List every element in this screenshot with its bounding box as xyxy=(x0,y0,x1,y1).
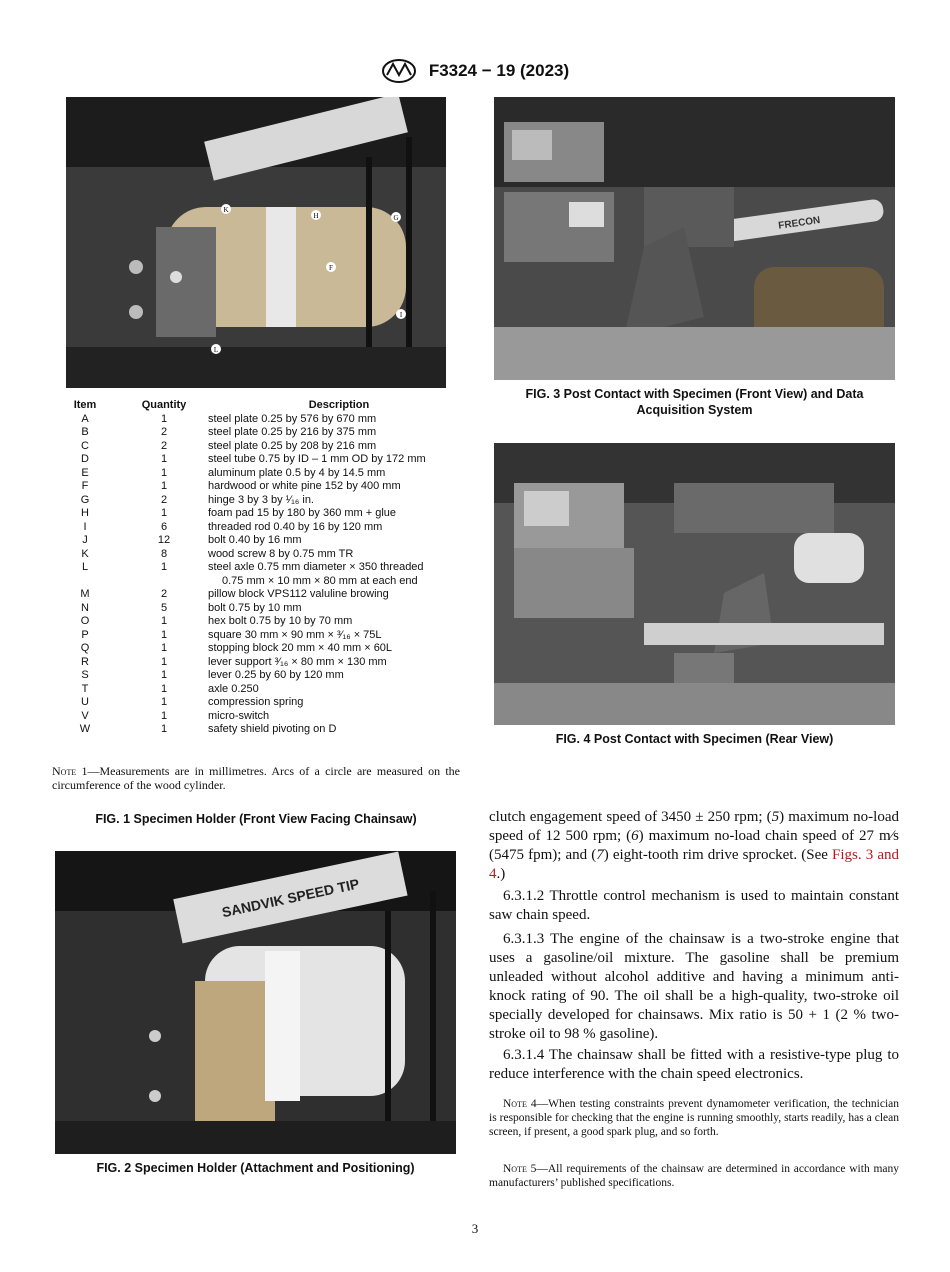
description-cell: lever support ³⁄₁₆ × 80 mm × 130 mm xyxy=(208,655,387,668)
item-cell: N xyxy=(81,601,89,614)
item-cell: R xyxy=(81,655,89,668)
quantity-cell: 5 xyxy=(160,601,168,614)
quantity-cell: 1 xyxy=(160,615,168,627)
item-cell: U xyxy=(81,696,89,708)
item-cell: H xyxy=(81,507,89,519)
fig2-photo xyxy=(55,851,456,1154)
table-row xyxy=(50,426,470,440)
description-cell: safety shield pivoting on D xyxy=(208,723,337,735)
fig2-caption: FIG. 2 Specimen Holder (Attachment and Positioning) xyxy=(96,1161,415,1175)
note4-text: —When testing constraints prevent dynamometer verification, the technician is responsible for checking that the engine is running smoothly, starts readily, has a clean screen, if present, a good spark plug, and so forth. xyxy=(489,1098,900,1138)
description-cell: steel tube 0.75 by ID – 1 mm OD by 172 mm xyxy=(208,453,426,465)
table-row xyxy=(50,521,470,535)
fig4-caption: FIG. 4 Post Contact with Specimen (Rear View) xyxy=(555,732,834,746)
table-header-row xyxy=(50,399,470,413)
quantity-cell: 1 xyxy=(160,709,168,722)
description-cell: hinge 3 by 3 by ¹⁄₁₆ in. xyxy=(208,493,314,506)
page-header xyxy=(0,58,950,84)
table-row xyxy=(50,642,470,656)
item-cell: W xyxy=(79,723,91,735)
quantity-cell: 1 xyxy=(160,628,168,641)
description-cell: micro-switch xyxy=(208,709,270,722)
description-cell: foam pad 15 by 180 by 360 mm + glue xyxy=(208,507,397,519)
item-cell: E xyxy=(81,466,89,479)
item-cell: A xyxy=(81,412,89,425)
p1-part-d: ) eight-tooth rim drive sprocket. (See xyxy=(603,847,833,863)
table-row xyxy=(50,656,470,670)
paragraph-6-3-1-3: 6.3.1.3 The engine of the chainsaw is a two-stroke engine that uses a gasoline/oil mixture. The gasoline shall be premium unleaded without alcohol additive and having a minimum anti-knock rating of 90. The oil shall be a high-quality, two-stroke oil specially developed for chainsaws. Mix ratio is 50 + 1 (2 % two-stroke oil to 98 % gasoline). xyxy=(489,931,899,1042)
p1-num-6: 6 xyxy=(631,828,639,844)
quantity-cell: 8 xyxy=(160,547,168,560)
description-cell: threaded rod 0.40 by 16 by 120 mm xyxy=(208,520,383,533)
fig2-illustration xyxy=(55,851,456,1154)
quantity-cell: 1 xyxy=(160,642,168,654)
page-number: 3 xyxy=(471,1221,479,1236)
table-row xyxy=(50,548,470,562)
quantity-cell: 2 xyxy=(160,588,168,600)
fig1-label-k: K xyxy=(223,206,229,214)
quantity-cell: 2 xyxy=(160,439,168,452)
table-row xyxy=(50,588,470,602)
quantity-cell: 1 xyxy=(160,669,168,681)
p1-part-e: .) xyxy=(496,866,506,882)
table-row xyxy=(50,615,470,629)
description-cell: hardwood or white pine 152 by 400 mm xyxy=(208,480,401,492)
item-cell: L xyxy=(81,561,89,573)
table-row xyxy=(50,575,470,589)
item-cell: G xyxy=(80,493,90,506)
description-cell: wood screw 8 by 0.75 mm TR xyxy=(208,547,354,560)
fig3-caption-line2: Acquisition System xyxy=(636,403,753,417)
table-row xyxy=(50,696,470,710)
fig1-illustration xyxy=(66,97,446,388)
description-cell: steel axle 0.75 mm diameter × 350 threaded xyxy=(208,561,424,573)
fig1-label-f: F xyxy=(329,264,333,272)
paragraph-6-3-1-4: 6.3.1.4 The chainsaw shall be fitted with a resistive-type plug to reduce interference with the chain speed electronics. xyxy=(489,1047,899,1082)
quantity-cell: 6 xyxy=(160,520,168,533)
paragraph-6-3-1-2: 6.3.1.2 Throttle control mechanism is used to maintain constant saw chain speed. xyxy=(489,888,899,923)
item-cell: P xyxy=(81,628,89,641)
description-cell: steel plate 0.25 by 208 by 216 mm xyxy=(208,439,377,452)
quantity-cell: 12 xyxy=(157,534,171,546)
item-cell: B xyxy=(81,426,89,438)
item-cell: O xyxy=(80,615,90,627)
fig3-illustration xyxy=(494,97,895,380)
quantity-cell: 1 xyxy=(160,696,168,708)
table-row xyxy=(50,453,470,467)
table-row xyxy=(50,602,470,616)
fig3-bar-label: FRECON xyxy=(777,214,822,232)
fig1-photo xyxy=(66,97,446,388)
item-cell xyxy=(50,575,120,589)
description-cell: square 30 mm × 90 mm × ³⁄₁₆ × 75L xyxy=(208,628,382,641)
description-cell: 0.75 mm × 10 mm × 80 mm at each end xyxy=(222,574,418,587)
p1-part-b: ) maximum no-load speed of 12 500 rpm; ( xyxy=(489,809,899,844)
fig1-items-table xyxy=(50,399,470,737)
quantity-cell: 1 xyxy=(160,466,168,479)
note5-label: Note 5 xyxy=(503,1163,537,1175)
quantity-cell: 1 xyxy=(160,507,168,519)
description-cell: aluminum plate 0.5 by 4 by 14.5 mm xyxy=(208,466,386,479)
fig3-photo xyxy=(494,97,895,380)
note-4 xyxy=(489,1097,899,1139)
fig3-caption-line1: FIG. 3 Post Contact with Specimen (Front View) and Data xyxy=(525,387,864,401)
fig1-label-l: L xyxy=(213,346,219,354)
item-cell: F xyxy=(81,480,89,492)
description-cell: hex bolt 0.75 by 10 by 70 mm xyxy=(208,615,353,627)
fig1-caption: FIG. 1 Specimen Holder (Front View Facing Chainsaw) xyxy=(95,812,417,826)
table-row xyxy=(50,440,470,454)
header-item: Item xyxy=(73,399,97,411)
fig3-caption xyxy=(494,386,895,418)
description-cell: lever 0.25 by 60 by 120 mm xyxy=(208,669,344,681)
item-cell: C xyxy=(81,439,89,452)
p1-part-c: ) maximum no-load chain speed of 27 m⁄s (5475 fpm); and ( xyxy=(489,828,899,863)
item-cell: V xyxy=(81,709,89,722)
table-row xyxy=(50,494,470,508)
note-5 xyxy=(489,1162,899,1190)
table-row xyxy=(50,507,470,521)
quantity-cell xyxy=(120,575,208,589)
p1-num-7: 7 xyxy=(596,847,604,863)
table-row xyxy=(50,561,470,575)
table-row xyxy=(50,467,470,481)
description-cell: compression spring xyxy=(208,696,304,708)
description-cell: stopping block 20 mm × 40 mm × 60L xyxy=(208,642,393,654)
quantity-cell: 1 xyxy=(160,561,168,573)
table-row xyxy=(50,480,470,494)
item-cell: K xyxy=(81,547,89,560)
fig1-label-h: H xyxy=(313,212,319,220)
note1-label: Note 1 xyxy=(52,764,88,778)
quantity-cell: 2 xyxy=(160,426,168,438)
header-quantity: Quantity xyxy=(141,399,187,411)
item-cell: T xyxy=(81,682,89,695)
item-cell: S xyxy=(81,669,89,681)
quantity-cell: 1 xyxy=(160,480,168,492)
figs-3-4-link[interactable]: Figs. 3 and 4 xyxy=(489,847,899,882)
quantity-cell: 1 xyxy=(160,453,168,465)
paragraph-1 xyxy=(489,808,899,884)
fig1-note xyxy=(52,764,460,792)
astm-logo-icon xyxy=(381,58,417,84)
fig1-label-i: I xyxy=(399,311,403,319)
fig1-label-g: G xyxy=(393,214,399,222)
note1-text: —Measurements are in millimetres. Arcs of a circle are measured on the circumference of the wood cylinder. xyxy=(52,764,460,792)
fig4-illustration xyxy=(494,443,895,725)
description-cell: steel plate 0.25 by 576 by 670 mm xyxy=(208,412,377,425)
table-row xyxy=(50,534,470,548)
p1-part-a: clutch engagement speed of 3450 ± 250 rpm; ( xyxy=(489,809,772,825)
quantity-cell: 2 xyxy=(160,493,168,506)
table-row xyxy=(50,413,470,427)
item-cell: I xyxy=(83,520,87,533)
description-cell: bolt 0.40 by 16 mm xyxy=(208,534,302,546)
table-row xyxy=(50,669,470,683)
note4-label: Note 4 xyxy=(503,1098,537,1110)
description-cell: bolt 0.75 by 10 mm xyxy=(208,601,302,614)
quantity-cell: 1 xyxy=(160,723,168,735)
item-cell: D xyxy=(81,453,89,465)
table-row xyxy=(50,723,470,737)
quantity-cell: 1 xyxy=(160,682,168,695)
item-cell: J xyxy=(82,534,88,546)
description-cell: pillow block VPS112 valuline browing xyxy=(208,588,389,600)
quantity-cell: 1 xyxy=(160,412,168,425)
fig4-photo xyxy=(494,443,895,725)
document-title: F3324 − 19 (2023) xyxy=(428,61,570,80)
note5-text: —All requirements of the chainsaw are determined in accordance with many manufacturers’ published specifications. xyxy=(489,1163,900,1189)
table-row xyxy=(50,683,470,697)
fig2-saw-label: SANDVIK SPEED TIP xyxy=(220,875,361,921)
table-row xyxy=(50,629,470,643)
description-cell: steel plate 0.25 by 216 by 375 mm xyxy=(208,426,377,438)
header-description: Description xyxy=(308,399,370,411)
p1-num-5: 5 xyxy=(771,809,780,825)
description-cell: axle 0.250 xyxy=(208,682,259,695)
quantity-cell: 1 xyxy=(160,655,168,668)
table-row xyxy=(50,710,470,724)
item-cell: M xyxy=(80,588,90,600)
item-cell: Q xyxy=(80,642,90,654)
